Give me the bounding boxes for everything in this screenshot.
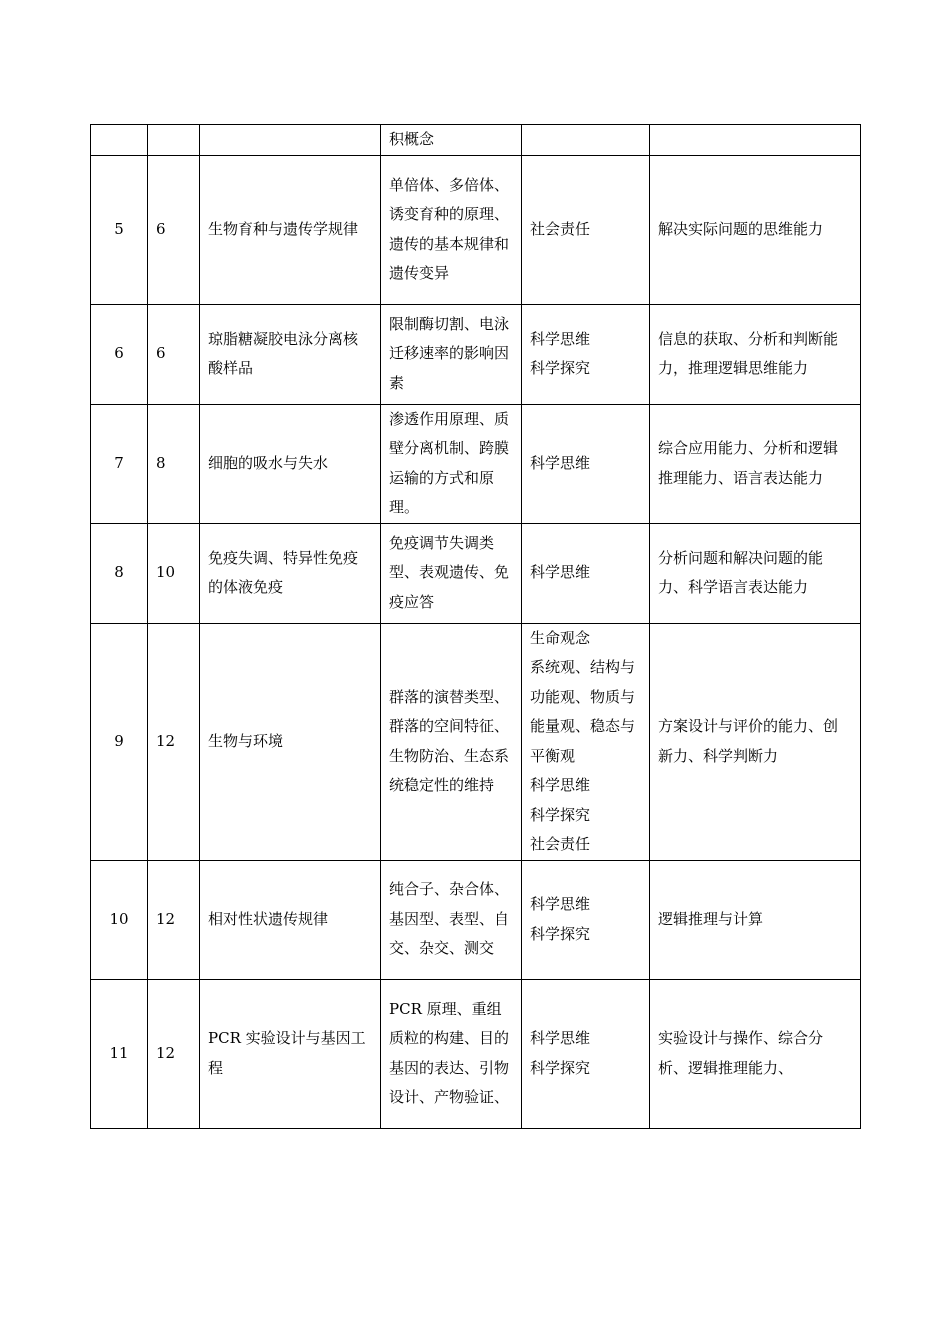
ability-cell: 方案设计与评价的能力、创新力、科学判断力 xyxy=(650,623,861,860)
literacy-cell xyxy=(522,125,650,156)
literacy-cell: 科学思维 xyxy=(522,523,650,623)
hours-cell: 8 xyxy=(148,404,200,523)
concept-cell: 渗透作用原理、质壁分离机制、跨膜运输的方式和原理。 xyxy=(381,404,522,523)
row-index-cell xyxy=(91,125,148,156)
ability-cell: 逻辑推理与计算 xyxy=(650,860,861,979)
concept-cell: 积概念 xyxy=(381,125,522,156)
topic-cell: 免疫失调、特异性免疫的体液免疫 xyxy=(200,523,381,623)
literacy-cell: 科学思维 科学探究 xyxy=(522,979,650,1128)
course-table xyxy=(90,124,861,1129)
row-index-cell: 8 xyxy=(91,523,148,623)
literacy-cell: 生命观念 系统观、结构与功能观、物质与能量观、稳态与平衡观 科学思维 科学探究 社会责任 xyxy=(522,623,650,860)
topic-cell: 相对性状遗传规律 xyxy=(200,860,381,979)
concept-cell: PCR 原理、重组质粒的构建、目的基因的表达、引物设计、产物验证、 xyxy=(381,979,522,1128)
concept-cell: 纯合子、杂合体、基因型、表型、自交、杂交、测交 xyxy=(381,860,522,979)
concept-cell: 限制酶切割、电泳迁移速率的影响因素 xyxy=(381,304,522,404)
topic-cell: 琼脂糖凝胶电泳分离核酸样品 xyxy=(200,304,381,404)
ability-cell: 解决实际问题的思维能力 xyxy=(650,155,861,304)
row-index-cell: 5 xyxy=(91,155,148,304)
hours-cell: 12 xyxy=(148,623,200,860)
topic-cell: 生物育种与遗传学规律 xyxy=(200,155,381,304)
hours-cell xyxy=(148,125,200,156)
table-row xyxy=(91,860,861,979)
table-row xyxy=(91,979,861,1128)
topic-cell xyxy=(200,125,381,156)
row-index-cell: 9 xyxy=(91,623,148,860)
literacy-cell: 社会责任 xyxy=(522,155,650,304)
table-row xyxy=(91,404,861,523)
hours-cell: 10 xyxy=(148,523,200,623)
topic-cell: 生物与环境 xyxy=(200,623,381,860)
ability-cell xyxy=(650,125,861,156)
concept-cell: 免疫调节失调类型、表观遗传、免疫应答 xyxy=(381,523,522,623)
table-row xyxy=(91,523,861,623)
topic-cell: 细胞的吸水与失水 xyxy=(200,404,381,523)
ability-cell: 综合应用能力、分析和逻辑推理能力、语言表达能力 xyxy=(650,404,861,523)
table-row xyxy=(91,125,861,156)
hours-cell: 6 xyxy=(148,155,200,304)
literacy-cell: 科学思维 科学探究 xyxy=(522,304,650,404)
topic-cell: PCR 实验设计与基因工程 xyxy=(200,979,381,1128)
hours-cell: 12 xyxy=(148,860,200,979)
table-row xyxy=(91,155,861,304)
row-index-cell: 10 xyxy=(91,860,148,979)
literacy-cell: 科学思维 xyxy=(522,404,650,523)
ability-cell: 实验设计与操作、综合分析、逻辑推理能力、 xyxy=(650,979,861,1128)
hours-cell: 6 xyxy=(148,304,200,404)
ability-cell: 信息的获取、分析和判断能力，推理逻辑思维能力 xyxy=(650,304,861,404)
row-index-cell: 6 xyxy=(91,304,148,404)
table-row xyxy=(91,304,861,404)
hours-cell: 12 xyxy=(148,979,200,1128)
row-index-cell: 11 xyxy=(91,979,148,1128)
concept-cell: 群落的演替类型、群落的空间特征、生物防治、生态系统稳定性的维持 xyxy=(381,623,522,860)
course-table-body xyxy=(91,125,861,1129)
row-index-cell: 7 xyxy=(91,404,148,523)
ability-cell: 分析问题和解决问题的能力、科学语言表达能力 xyxy=(650,523,861,623)
table-row xyxy=(91,623,861,860)
literacy-cell: 科学思维 科学探究 xyxy=(522,860,650,979)
concept-cell: 单倍体、多倍体、诱变育种的原理、遗传的基本规律和遗传变异 xyxy=(381,155,522,304)
